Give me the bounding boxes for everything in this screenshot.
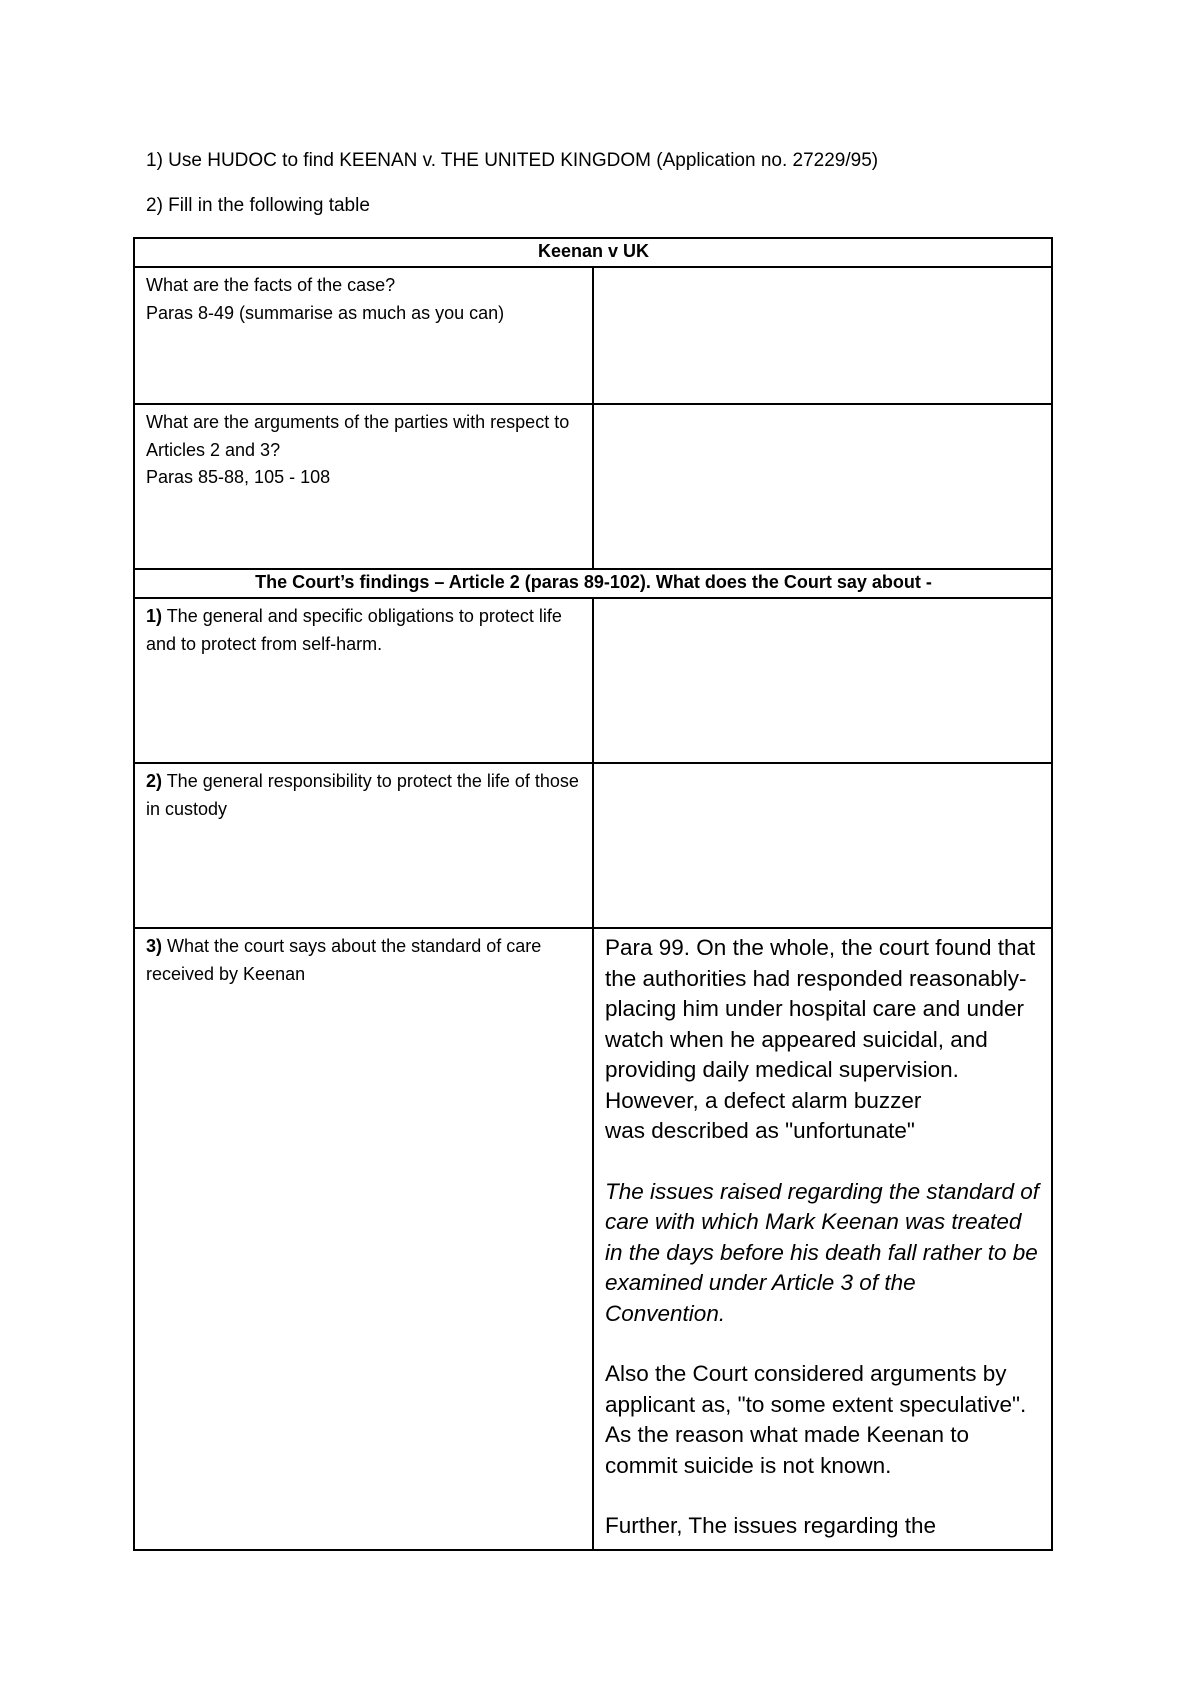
question-text: What are the arguments of the parties with respect to Articles 2 and 3? — [146, 412, 570, 460]
finding-question-text: The general and specific obligations to protect life and to protect from self-harm. — [146, 606, 562, 654]
table-row — [134, 404, 1052, 569]
question-paragraph-reference: Paras 85-88, 105 - 108 — [146, 467, 331, 487]
finding-question-cell-1 — [134, 598, 593, 763]
answer-cell-facts[interactable] — [593, 267, 1052, 404]
table-row — [134, 928, 1052, 1550]
paragraph-spacer — [605, 1481, 1041, 1511]
finding-number: 2) — [146, 771, 163, 791]
table-row — [134, 763, 1052, 928]
finding-number: 1) — [146, 606, 163, 626]
answer-paragraph-quote-article-3: The issues raised regarding the standard of care with which Mark Keenan was treated in the days before his death fall rather to be examined under Article 3 of the Convention. — [605, 1178, 1040, 1326]
answer-cell-arguments[interactable] — [593, 404, 1052, 569]
section-header-row — [134, 569, 1052, 598]
finding-answer-cell-2[interactable] — [593, 763, 1052, 928]
table-title: Keenan v UK — [134, 238, 1052, 267]
finding-answer-cell-1[interactable] — [593, 598, 1052, 763]
paragraph-spacer — [605, 1147, 1041, 1177]
question-cell-facts — [134, 267, 593, 404]
answer-paragraph-para-99: Para 99. On the whole, the court found that the authorities had responded reasonably- placing him under hospital care and under watch when he appeared suicidal, and providing daily medical supervision. However, a defect alarm buzzer — [605, 935, 1036, 1113]
table-title-row — [134, 238, 1052, 267]
instruction-step-1: 1) Use HUDOC to find KEENAN v. THE UNITED KINGDOM (Application no. 27229/95) — [146, 150, 879, 171]
finding-question-cell-2 — [134, 763, 593, 928]
finding-question-cell-3 — [134, 928, 593, 1550]
question-text: What are the facts of the case? — [146, 275, 396, 295]
finding-number: 3) — [146, 936, 163, 956]
instruction-step-2: 2) Fill in the following table — [146, 195, 370, 216]
case-analysis-table — [133, 237, 1053, 1551]
table-row — [134, 598, 1052, 763]
question-paragraph-reference: Paras 8-49 (summarise as much as you can) — [146, 302, 505, 323]
answer-paragraph-speculative: Also the Court considered arguments by applicant as, "to some extent speculative". As the reason what made Keenan to commit suicide is not known. — [605, 1361, 1027, 1478]
paragraph-spacer — [605, 1329, 1041, 1359]
answer-paragraph-further: Further, The issues regarding the — [605, 1513, 937, 1538]
question-cell-arguments — [134, 404, 593, 569]
finding-question-text: What the court says about the standard of care received by Keenan — [146, 936, 542, 984]
table-row — [134, 267, 1052, 404]
section-header-article-2: The Court’s findings – Article 2 (paras 89-102). What does the Court say about - — [134, 569, 1052, 598]
finding-answer-cell-3[interactable] — [593, 928, 1052, 1550]
finding-question-text: The general responsibility to protect the life of those in custody — [146, 771, 579, 819]
answer-paragraph-unfortunate: was described as "unfortunate" — [605, 1118, 915, 1143]
